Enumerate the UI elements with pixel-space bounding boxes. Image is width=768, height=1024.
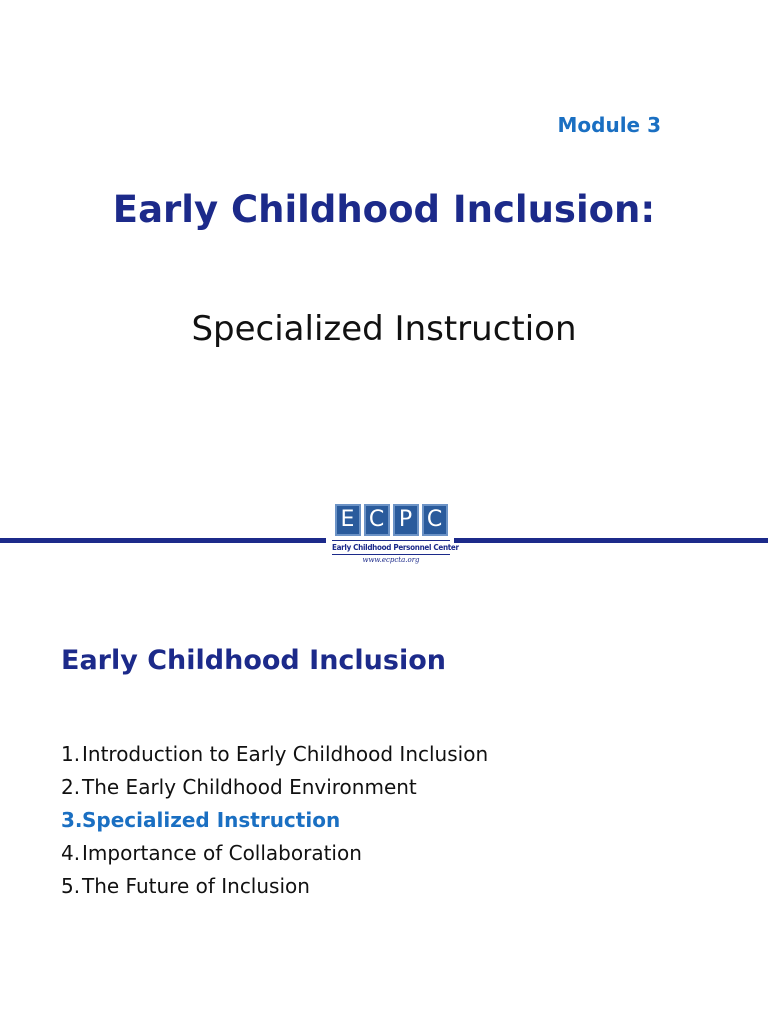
module-title: The Future of Inclusion (82, 874, 310, 898)
module-number: 2. (61, 775, 81, 799)
logo-letters (332, 504, 450, 536)
module-number: 5. (61, 874, 81, 898)
module-list-item (61, 837, 488, 870)
module-list (61, 738, 488, 903)
module-title: Specialized Instruction (82, 808, 341, 832)
page-subtitle: Specialized Instruction (191, 309, 577, 349)
module-list-item-current (61, 804, 488, 837)
module-label: Module 3 (557, 113, 661, 137)
module-number: 3. (61, 808, 83, 832)
module-title: The Early Childhood Environment (82, 775, 417, 799)
module-title: Introduction to Early Childhood Inclusion (82, 742, 489, 766)
module-number: 1. (61, 742, 81, 766)
page-title: Early Childhood Inclusion: (112, 188, 656, 231)
logo-org-name: Early Childhood Personnel Center (332, 540, 450, 555)
logo-url: www.ecpcta.org (362, 556, 420, 564)
ecpc-logo (332, 504, 459, 574)
divider-left (0, 538, 326, 543)
divider-right (454, 538, 768, 543)
logo-letter-box: C (364, 504, 390, 536)
module-title: Importance of Collaboration (82, 841, 362, 865)
module-list-item (61, 771, 488, 804)
module-list-item (61, 870, 488, 903)
logo-letter-box: C (422, 504, 448, 536)
section-heading: Early Childhood Inclusion (61, 645, 447, 676)
logo-letter-box: P (393, 504, 419, 536)
module-number: 4. (61, 841, 81, 865)
logo-letter-box: E (335, 504, 361, 536)
module-list-item (61, 738, 488, 771)
